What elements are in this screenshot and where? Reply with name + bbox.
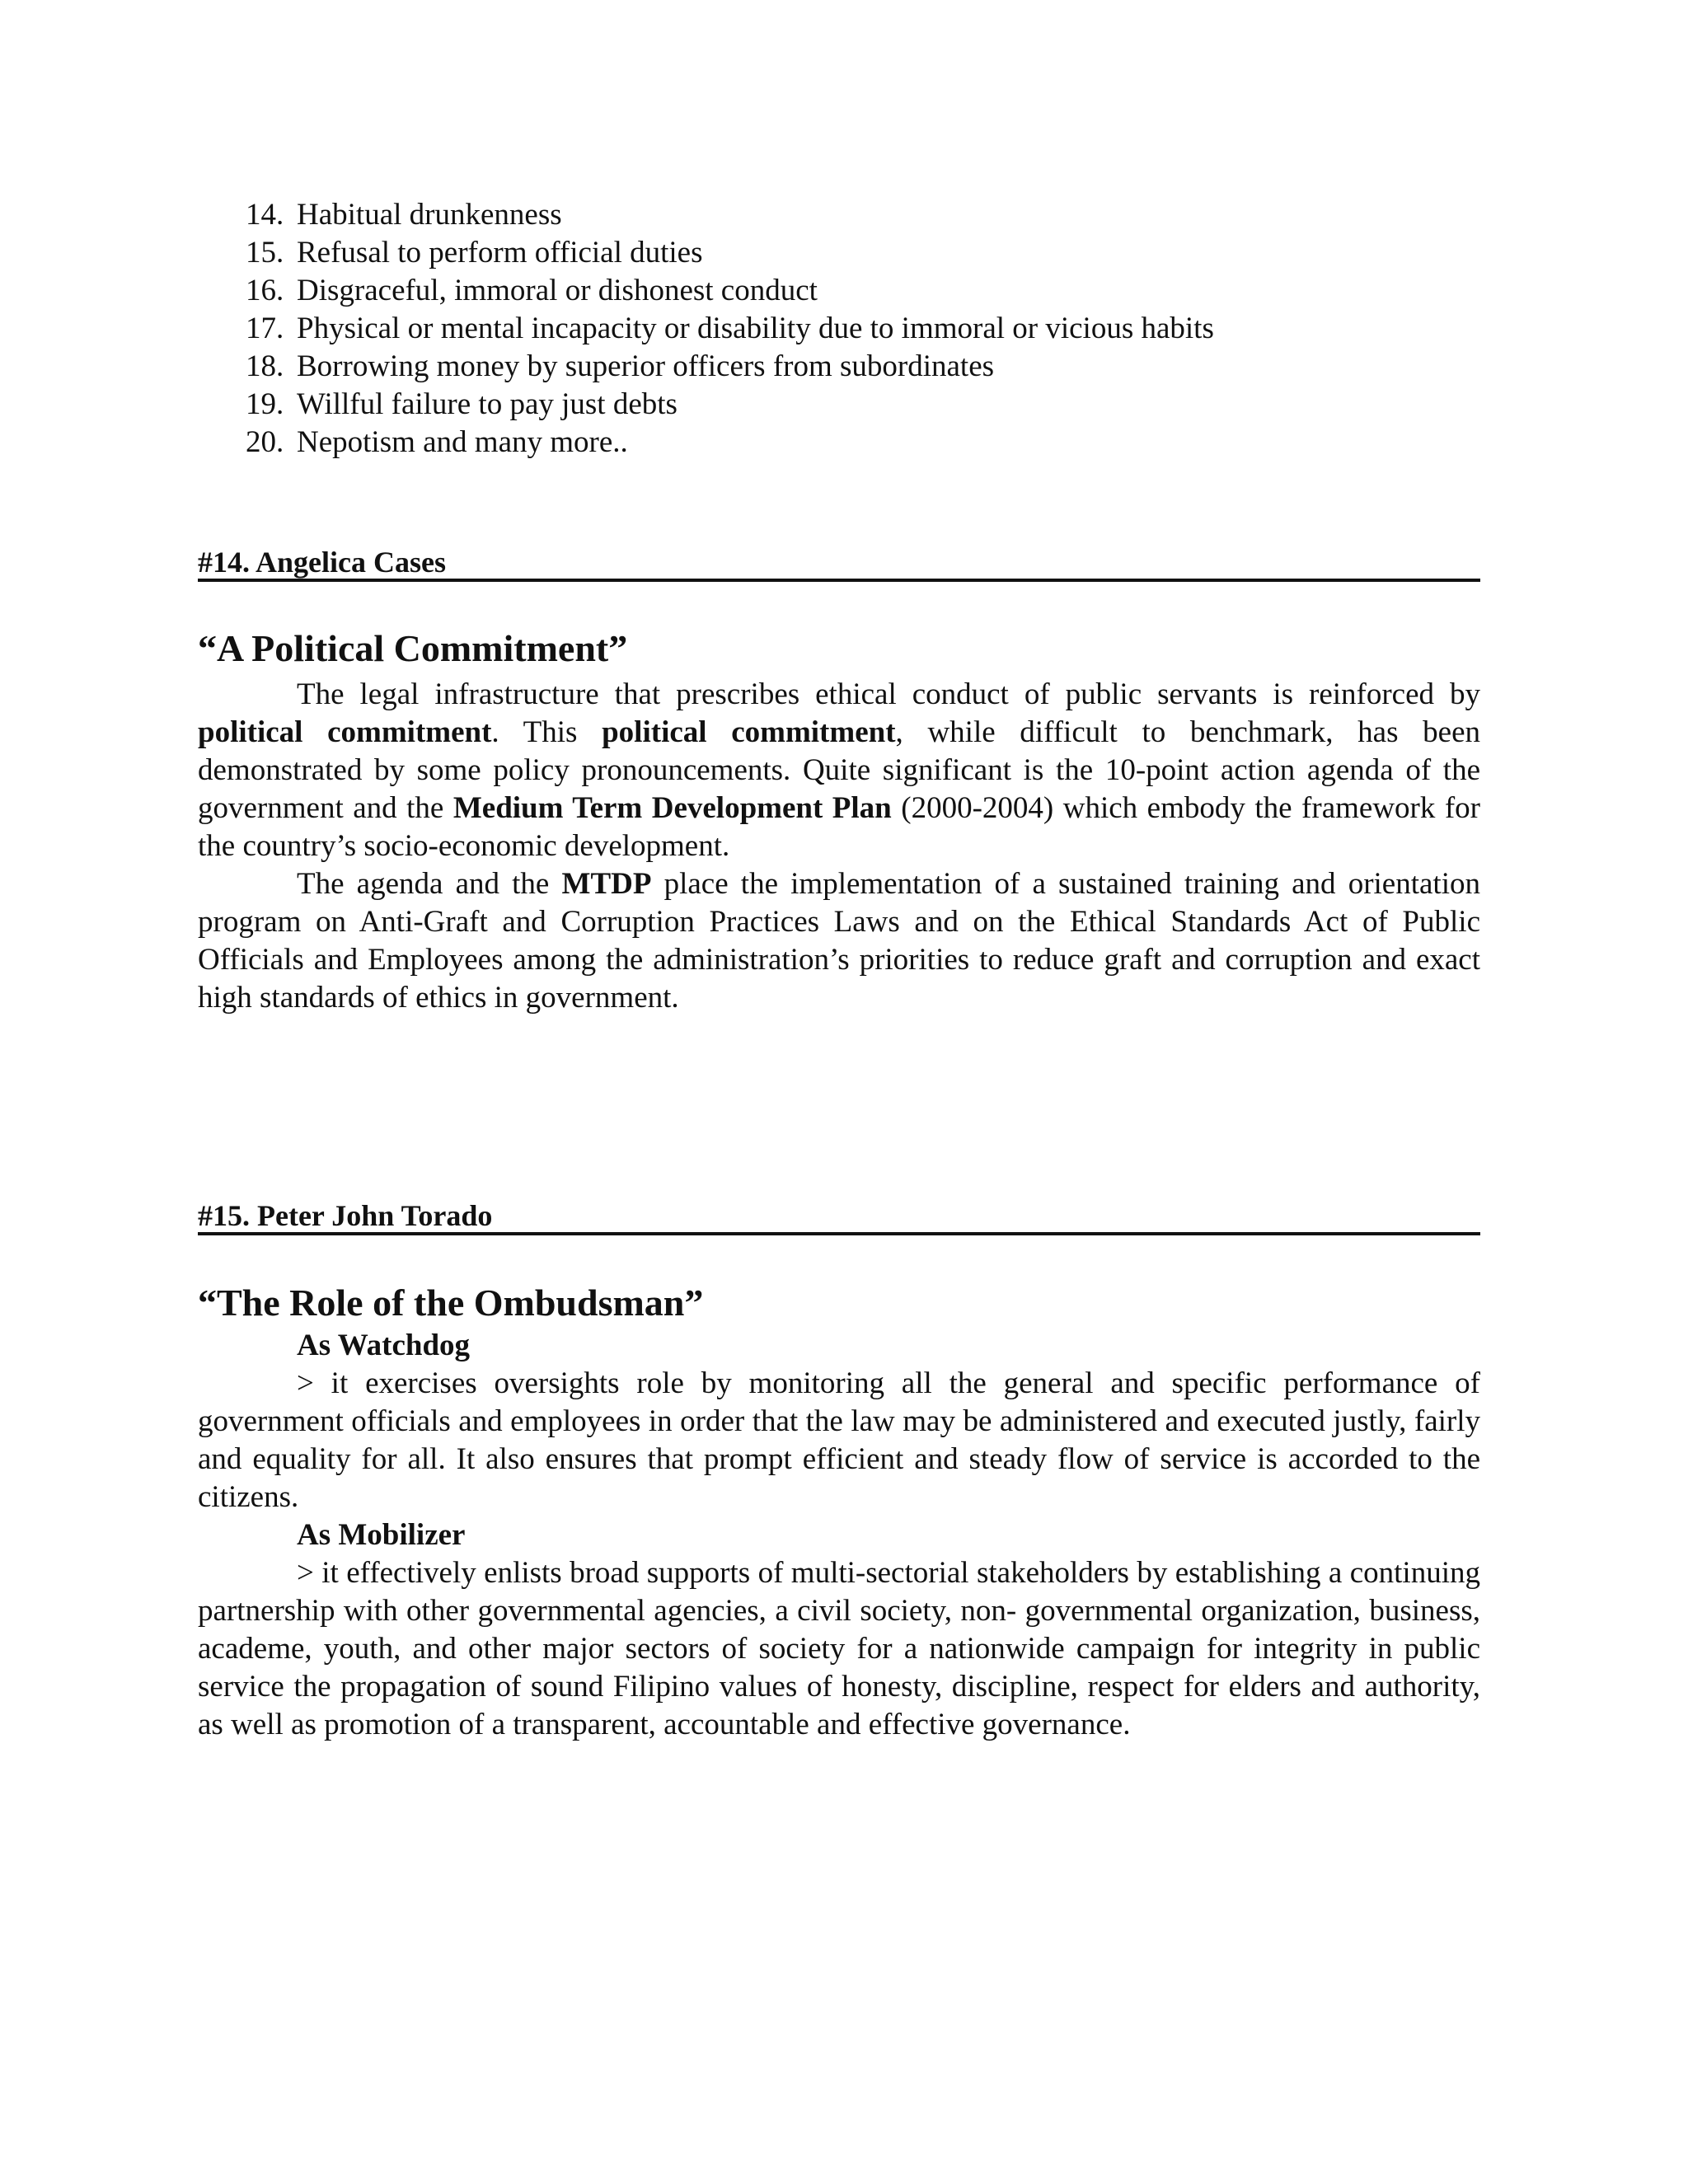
list-item-number: 14.: [246, 198, 284, 232]
bold-term: Medium Term Development Plan: [452, 791, 892, 825]
list-item-number: 19.: [246, 387, 284, 421]
text-run: (2000-2004) which embody the framework for the country’s socio-economic development.: [198, 791, 1480, 863]
text-run: , while difficult to benchmark, has been demonstrated by some policy pronouncements. Quite significant is the 10-point action agenda of the government and the: [198, 715, 1481, 825]
list-item-number: 15.: [246, 236, 284, 269]
list-item-text: Refusal to perform official duties: [297, 236, 703, 269]
list-item-text: Willful failure to pay just debts: [297, 387, 678, 421]
offense-list: [246, 196, 1214, 462]
paragraph: [198, 676, 1480, 865]
bold-term: political commitment: [198, 715, 492, 749]
text-run: The legal infrastructure that prescribes ethical conduct of public servants is reinforced by: [297, 677, 1480, 711]
subheading-watchdog: As Watchdog: [297, 1329, 471, 1362]
paragraph: [198, 865, 1480, 1017]
text-run: . This: [491, 715, 603, 749]
list-item-text: Borrowing money by superior officers from subordinates: [297, 349, 995, 383]
list-item: [246, 386, 1214, 424]
subheading-mobilizer: As Mobilizer: [297, 1518, 466, 1552]
list-item: [246, 234, 1214, 272]
bold-term: MTDP: [561, 867, 652, 901]
section-body-15: [198, 1327, 1480, 1744]
text-run: The agenda and the: [297, 867, 562, 901]
text-run: place the implementation of a sustained training and orientation program on Anti-Graft and Corruption Practices Laws and on the Ethical Standards Act of Public Officials and Employees among the administration’s priorities to reduce graft and corruption and exact high standards of ethics in government.: [198, 867, 1480, 1015]
list-item: [246, 196, 1214, 234]
bold-term: political commitment: [602, 715, 896, 749]
paragraph: > it effectively enlists broad supports of multi-sectorial stakeholders by establishing a continuing partnership with other governmental agencies, a civil society, non- governmental organization, business, academe, youth, and other major sectors of society for a nationwide campaign for integrity in public service the propagation of sound Filipino values of honesty, discipline, respect for elders and authority, as well as promotion of a transparent, accountable and effective governance.: [198, 1556, 1480, 1741]
list-item: [246, 424, 1214, 462]
section-title-14: “A Political Commitment”: [198, 627, 628, 669]
list-item-text: Physical or mental incapacity or disability due to immoral or vicious habits: [297, 312, 1214, 345]
list-item-number: 16.: [246, 274, 284, 307]
list-item: [246, 272, 1214, 310]
list-item-number: 20.: [246, 425, 284, 459]
list-item-number: 18.: [246, 349, 284, 383]
list-item-text: Nepotism and many more..: [297, 425, 628, 459]
section-heading-14: #14. Angelica Cases: [198, 546, 1480, 582]
list-item-number: 17.: [246, 312, 284, 345]
section-body-14: [198, 676, 1480, 1017]
paragraph: > it exercises oversights role by monitoring all the general and specific performance of government officials and employees in order that the law may be administered and executed justly, fairly and equality for all. It also ensures that prompt efficient and steady flow of service is accorded to the citizens.: [198, 1366, 1480, 1514]
list-item-text: Habitual drunkenness: [297, 198, 562, 232]
list-item: [246, 310, 1214, 348]
list-item: [246, 348, 1214, 386]
list-item-text: Disgraceful, immoral or dishonest conduct: [297, 274, 818, 307]
section-title-15: “The Role of the Ombudsman”: [198, 1282, 704, 1324]
section-heading-15: #15. Peter John Torado: [198, 1199, 1480, 1235]
